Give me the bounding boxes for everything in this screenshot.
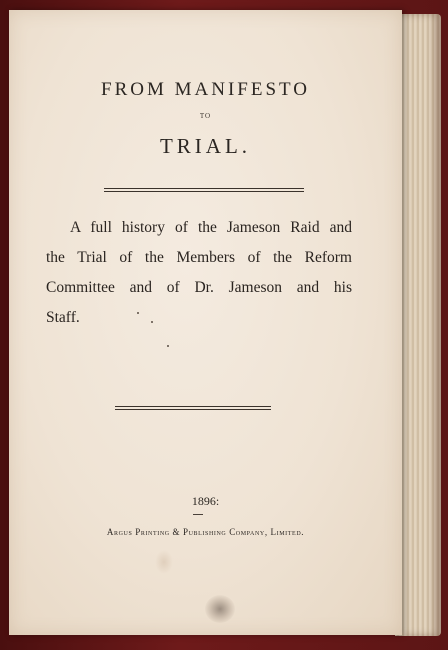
paper-speck <box>167 345 169 347</box>
description-line: Staff. <box>46 309 80 326</box>
double-rule-middle <box>115 406 271 410</box>
description-line: Committee and of Dr. Jameson and his <box>46 279 352 296</box>
double-rule-top <box>104 188 304 192</box>
publication-year: 1896: <box>191 494 220 508</box>
publisher-line: Argus Printing & Publishing Company, Limited. <box>106 527 305 537</box>
title-connector: TO <box>199 112 212 120</box>
description <box>46 213 352 333</box>
paper-stain <box>155 550 173 574</box>
ink-smudge <box>205 595 235 623</box>
title-page <box>9 10 402 635</box>
title-trial: TRIAL. <box>159 134 252 158</box>
title-main: FROM MANIFESTO <box>101 79 310 100</box>
paper-speck <box>137 312 139 314</box>
small-divider <box>193 514 203 515</box>
description-line: A full history of the Jameson Raid and <box>70 219 352 236</box>
description-line: the Trial of the Members of the Reform <box>46 249 352 266</box>
paper-speck <box>151 321 153 323</box>
